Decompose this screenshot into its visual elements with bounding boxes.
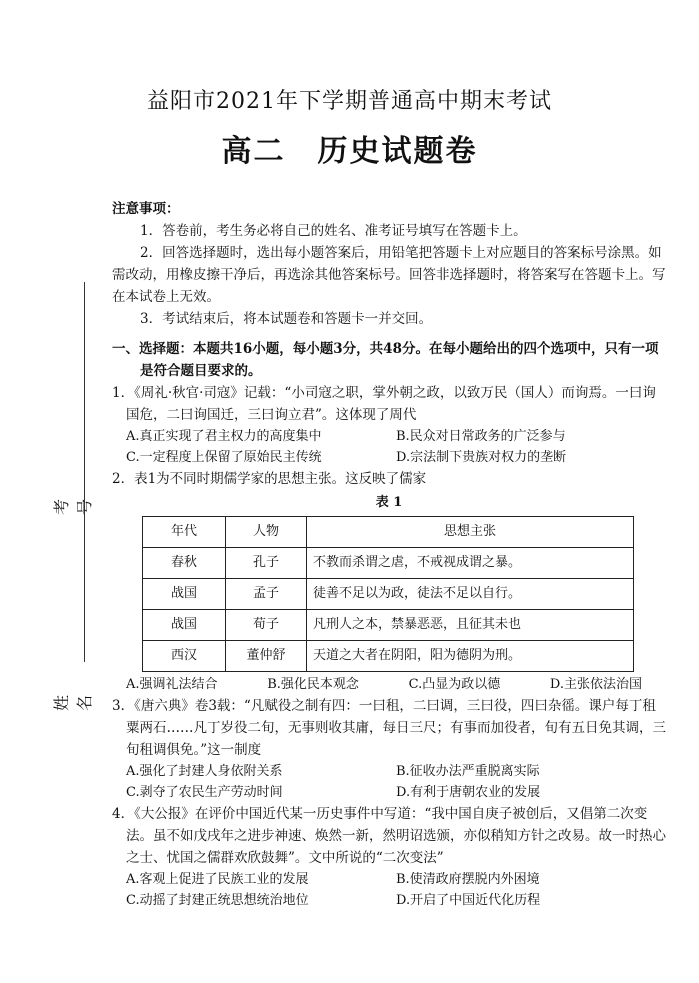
table-cell: 战国 bbox=[143, 579, 226, 610]
exam-content bbox=[112, 198, 666, 911]
question-options bbox=[112, 426, 666, 468]
table-header-row bbox=[143, 517, 634, 548]
exam-title: 益阳市2021年下学期普通高中期末考试 bbox=[147, 89, 552, 114]
question-stem: 4．《大公报》在评价中国近代某一历史事件中写道：“我中国自庚子被创后，又倡第二次变法。虽不如戊戌年之进步神速、焕然一新，然明诏选颁，亦似稍知方针之改易。故一时热心之士、忧国之儒群欢欣鼓舞”。文中所说的“二次变法” bbox=[112, 806, 666, 866]
option: C.一定程度上保留了原始民主传统 bbox=[126, 450, 322, 465]
option: C.剥夺了农民生产劳动时间 bbox=[126, 785, 283, 800]
section-heading: 一、选择题：本题共16小题，每小题3分，共48分。在每小题给出的四个选项中，只有一项是符合题目要求的。 bbox=[112, 341, 659, 379]
question-options bbox=[112, 674, 666, 695]
notice-heading: 注意事项： bbox=[112, 201, 180, 217]
table-row bbox=[143, 548, 634, 579]
table-row bbox=[143, 641, 634, 672]
table-title: 表 1 bbox=[375, 495, 403, 510]
table-row bbox=[143, 579, 634, 610]
table-cell: 不教而杀谓之虐，不戒视成谓之暴。 bbox=[307, 548, 634, 579]
option: B.民众对日常政务的广泛参与 bbox=[396, 429, 566, 444]
table-cell: 孔子 bbox=[226, 548, 307, 579]
name-label: 姓名 bbox=[52, 695, 94, 712]
option: A.强化了封建人身依附关系 bbox=[126, 764, 283, 779]
table-cell: 战国 bbox=[143, 610, 226, 641]
option: D.有利于唐朝农业的发展 bbox=[396, 785, 541, 800]
question-stem: 1．《周礼·秋官·司寇》记载：“小司寇之职，掌外朝之政，以致万民（国人）而询焉。一曰询国危，二曰询国迁，三曰询立君”。这体现了周代 bbox=[112, 385, 656, 423]
option: A.真正实现了君主权力的高度集中 bbox=[126, 429, 322, 444]
exam-number-label: 考号 bbox=[52, 499, 94, 516]
table-header: 人物 bbox=[226, 517, 307, 548]
option: B.征收办法严重脱离实际 bbox=[396, 764, 540, 779]
table-cell: 徒善不足以为政，徒法不足以自行。 bbox=[307, 579, 634, 610]
option: B.强化民本观念 bbox=[267, 677, 359, 692]
option: D.宗法制下贵族对权力的垄断 bbox=[396, 450, 567, 465]
option: C.动摇了封建正统思想统治地位 bbox=[126, 893, 309, 908]
question-options bbox=[112, 869, 666, 911]
notice-item: 2．回答选择题时，选出每小题答案后，用铅笔把答题卡上对应题目的答案标号涂黑。如需改动，用橡皮擦干净后，再选涂其他答案标号。回答非选择题时，将答案写在答题卡上。写在本试卷上无效。 bbox=[112, 245, 666, 305]
question-stem: 3．《唐六典》卷3载：“凡赋役之制有四：一曰租，二曰调，三曰役，四曰杂徭。课户每丁租粟两石……凡丁岁役二旬，无事则收其庸，每日三尺；有事而加役者，旬有五日免其调，三旬租调俱免。”这一制度 bbox=[112, 698, 666, 758]
binding-line bbox=[84, 282, 85, 662]
table-cell: 董仲舒 bbox=[226, 641, 307, 672]
question-options bbox=[112, 761, 666, 803]
table-cell: 春秋 bbox=[143, 548, 226, 579]
option: C.凸显为政以德 bbox=[408, 677, 501, 692]
option: A.客观上促进了民族工业的发展 bbox=[126, 872, 309, 887]
option: D.开启了中国近代化历程 bbox=[396, 893, 541, 908]
table-1 bbox=[142, 516, 634, 672]
table-cell: 孟子 bbox=[226, 579, 307, 610]
option: B.使清政府摆脱内外困境 bbox=[396, 872, 540, 887]
table-cell: 天道之大者在阴阳，阳为德阴为刑。 bbox=[307, 641, 634, 672]
table-cell: 荀子 bbox=[226, 610, 307, 641]
table-header: 思想主张 bbox=[307, 517, 634, 548]
notice-item: 3．考试结束后，将本试题卷和答题卡一并交回。 bbox=[140, 311, 433, 327]
table-row bbox=[143, 610, 634, 641]
question-stem: 2．表1为不同时期儒学家的思想主张。这反映了儒家 bbox=[112, 471, 427, 487]
table-cell: 凡刑人之本，禁暴恶恶，且征其未也 bbox=[307, 610, 634, 641]
notice-item: 1．答卷前，考生务必将自己的姓名、准考证号填写在答题卡上。 bbox=[140, 223, 527, 239]
table-cell: 西汉 bbox=[143, 641, 226, 672]
option: A.强调礼法结合 bbox=[126, 677, 218, 692]
table-header: 年代 bbox=[143, 517, 226, 548]
exam-subtitle: 高二 历史试题卷 bbox=[221, 134, 478, 169]
option: D.主张依法治国 bbox=[549, 677, 642, 692]
